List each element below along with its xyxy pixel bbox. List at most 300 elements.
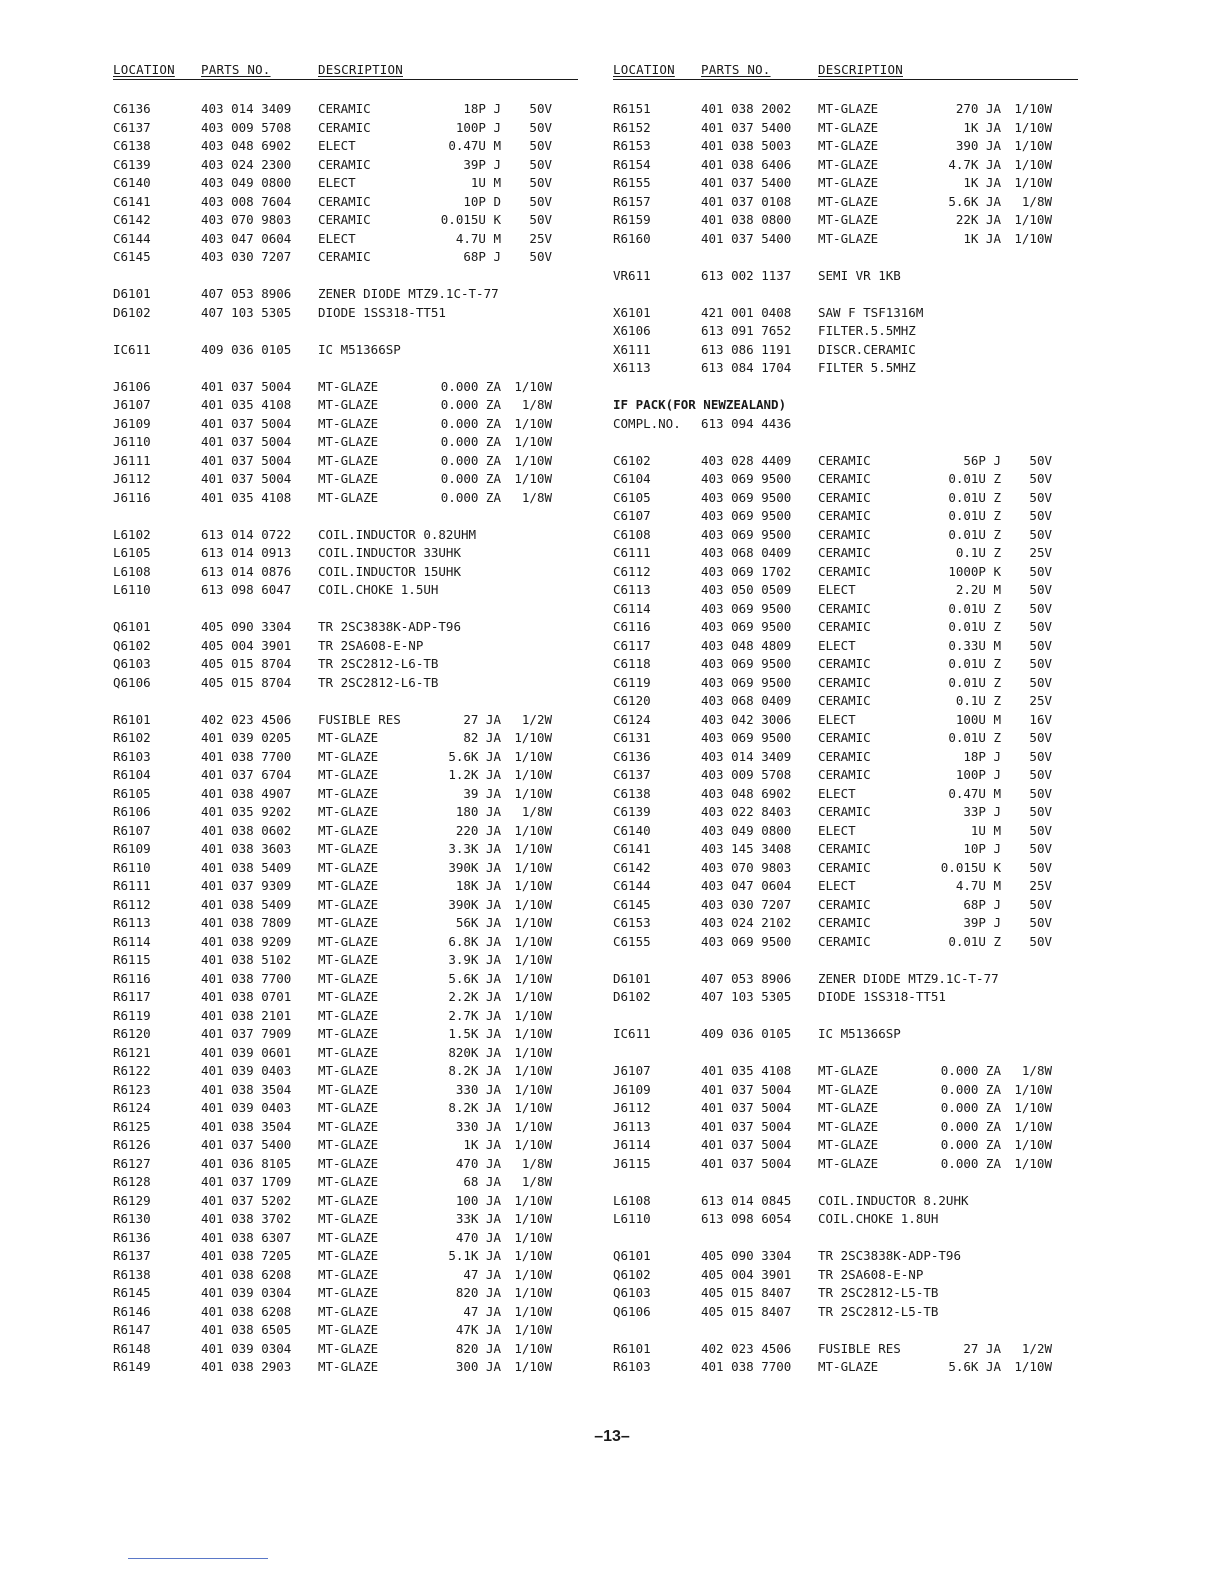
value-cell: 10P D	[463, 193, 501, 209]
description-cell: DIODE 1SS318-TT51	[318, 304, 446, 320]
description-cell: COIL.CHOKE 1.5UH	[318, 582, 439, 597]
value-cell: 1U M	[470, 175, 501, 190]
description-cell: TR 2SC2812-L6-TB	[318, 656, 439, 671]
description-cell: MT-GLAZE	[318, 970, 379, 986]
table-row	[113, 248, 583, 267]
rating-cell: 1/8W	[1021, 193, 1052, 209]
description-cell: TR 2SC2812-L5-TB	[818, 1285, 939, 1300]
value-cell: 100 JA	[455, 1192, 501, 1208]
parts-no-cell: 401 038 3603	[201, 841, 292, 856]
rating-cell: 1/10W	[514, 915, 552, 930]
description-cell: MT-GLAZE	[818, 119, 879, 135]
parts-no-cell: 401 038 7700	[201, 748, 292, 764]
description-cell: MT-GLAZE	[318, 915, 379, 930]
description-cell: CERAMIC	[818, 489, 871, 505]
parts-no-cell: 403 047 0604	[201, 230, 292, 246]
description-cell: MT-GLAZE	[318, 1285, 379, 1300]
parts-no-cell: 403 028 4409	[701, 452, 792, 468]
description-cell: MT-GLAZE	[818, 101, 879, 116]
row-spacer	[613, 378, 1083, 397]
value-cell: 1K JA	[463, 1137, 501, 1152]
parts-no-cell: 405 090 3304	[201, 619, 292, 634]
location-cell: R6121	[113, 1044, 151, 1060]
location-cell: R6159	[613, 212, 651, 227]
parts-no-cell: 401 037 5004	[701, 1081, 792, 1097]
value-cell: 470 JA	[455, 1229, 501, 1245]
table-row	[613, 877, 1083, 896]
parts-list-left-column	[113, 62, 583, 1377]
table-row	[113, 674, 583, 693]
table-row	[113, 137, 583, 156]
table-row	[613, 914, 1083, 933]
description-cell: MT-GLAZE	[318, 1229, 379, 1245]
location-cell: J6106	[113, 378, 151, 394]
description-cell: MT-GLAZE	[318, 1266, 379, 1282]
rating-cell: 1/10W	[1014, 1137, 1052, 1152]
table-row	[613, 859, 1083, 878]
description-cell: FUSIBLE RES	[818, 1340, 901, 1356]
location-cell: R6127	[113, 1155, 151, 1171]
description-cell: ZENER DIODE MTZ9.1C-T-77	[318, 286, 499, 301]
description-cell: CERAMIC	[818, 452, 871, 468]
location-cell: R6101	[613, 1340, 651, 1356]
row-spacer	[113, 267, 583, 286]
table-row	[613, 1284, 1083, 1303]
parts-no-cell: 401 038 0701	[201, 989, 292, 1004]
location-cell: L6110	[113, 582, 151, 597]
description-cell: COIL.INDUCTOR 0.82UHM	[318, 526, 477, 542]
table-row	[613, 840, 1083, 859]
parts-no-cell: 401 037 5004	[201, 415, 292, 431]
rating-cell: 50V	[1029, 674, 1052, 690]
location-cell: C6114	[613, 600, 651, 616]
value-cell: 2.7K JA	[448, 1007, 501, 1023]
location-cell: C6136	[613, 748, 651, 764]
description-cell: MT-GLAZE	[818, 175, 879, 190]
description-cell: MT-GLAZE	[318, 859, 379, 875]
table-row	[613, 267, 1083, 286]
value-cell: 3.3K JA	[448, 841, 501, 856]
location-cell: C6144	[113, 230, 151, 246]
rating-cell: 1/10W	[514, 1211, 552, 1226]
location-cell: X6113	[613, 360, 651, 375]
header-rule	[113, 79, 578, 80]
value-cell: 1K JA	[963, 230, 1001, 246]
table-row	[613, 970, 1083, 989]
rating-cell: 1/10W	[514, 1340, 552, 1356]
table-row	[113, 211, 583, 230]
parts-no-cell: 403 049 0800	[201, 175, 292, 190]
header-rule	[613, 79, 1078, 80]
parts-no-cell: 403 069 9500	[701, 619, 792, 634]
location-cell: C6140	[113, 175, 151, 190]
parts-no-cell: 403 069 9500	[701, 730, 792, 745]
location-cell: R6125	[113, 1118, 151, 1134]
table-row	[613, 470, 1083, 489]
parts-no-cell: 401 037 5004	[701, 1100, 792, 1115]
table-row	[113, 1044, 583, 1063]
rating-cell: 1/10W	[514, 1303, 552, 1319]
value-cell: 330 JA	[455, 1081, 501, 1097]
rating-cell: 1/2W	[521, 711, 552, 727]
parts-no-cell: 401 038 0800	[701, 212, 792, 227]
description-cell: MT-GLAZE	[318, 1174, 379, 1189]
parts-no-cell: 401 038 7809	[201, 915, 292, 930]
value-cell: 0.015U K	[440, 212, 501, 227]
location-cell: D6102	[113, 304, 151, 320]
table-row	[613, 655, 1083, 674]
rating-cell: 25V	[529, 230, 552, 246]
value-cell: 0.000 ZA	[440, 378, 501, 394]
parts-no-cell: 403 048 4809	[701, 637, 792, 653]
description-cell: MT-GLAZE	[318, 822, 379, 838]
rating-cell: 1/10W	[514, 970, 552, 986]
parts-no-cell: 401 038 6406	[701, 156, 792, 172]
value-cell: 5.6K JA	[448, 748, 501, 764]
rating-cell: 1/10W	[514, 952, 552, 967]
description-cell: TR 2SA608-E-NP	[818, 1266, 924, 1282]
table-row	[113, 748, 583, 767]
rating-cell: 1/10W	[514, 1026, 552, 1041]
table-row	[613, 156, 1083, 175]
rating-cell: 50V	[1029, 563, 1052, 579]
table-row	[113, 470, 583, 489]
description-cell: CERAMIC	[818, 600, 871, 616]
value-cell: 0.000 ZA	[440, 489, 501, 505]
table-row	[613, 341, 1083, 360]
parts-no-cell: 403 042 3006	[701, 711, 792, 727]
location-cell: C6105	[613, 489, 651, 505]
rating-cell: 1/10W	[514, 1007, 552, 1023]
parts-no-cell: 401 037 5004	[201, 471, 292, 486]
location-cell: C6113	[613, 582, 651, 597]
description-cell: CERAMIC	[318, 193, 371, 209]
parts-no-cell: 401 036 8105	[201, 1155, 292, 1171]
description-cell: CERAMIC	[318, 119, 371, 135]
table-row	[613, 544, 1083, 563]
rating-cell: 50V	[1029, 822, 1052, 838]
location-cell: R6122	[113, 1063, 151, 1078]
parts-no-cell: 403 008 7604	[201, 193, 292, 209]
rating-cell: 50V	[1029, 933, 1052, 949]
location-cell: R6129	[113, 1192, 151, 1208]
rating-cell: 1/10W	[514, 1063, 552, 1078]
value-cell: 820 JA	[455, 1340, 501, 1356]
parts-no-cell: 613 094 4436	[701, 415, 792, 431]
parts-no-cell: 401 037 6704	[201, 767, 292, 782]
parts-rows-left	[113, 100, 583, 1377]
parts-no-cell: 401 037 5004	[701, 1137, 792, 1152]
table-row	[113, 1303, 583, 1322]
table-row	[613, 933, 1083, 952]
rating-cell: 50V	[1029, 471, 1052, 486]
description-cell: MT-GLAZE	[318, 1026, 379, 1041]
location-cell: R6151	[613, 101, 651, 116]
rating-cell: 50V	[1029, 896, 1052, 912]
table-row	[613, 785, 1083, 804]
parts-no-cell: 613 084 1704	[701, 360, 792, 375]
description-cell: CERAMIC	[818, 933, 871, 949]
value-cell: 1K JA	[963, 175, 1001, 190]
table-row	[613, 174, 1083, 193]
table-row	[613, 896, 1083, 915]
parts-no-cell: 613 014 0722	[201, 526, 292, 542]
table-row	[613, 230, 1083, 249]
description-cell: MT-GLAZE	[318, 1192, 379, 1208]
value-cell: 5.1K JA	[448, 1248, 501, 1263]
description-cell: FILTER 5.5MHZ	[818, 360, 916, 375]
parts-no-cell: 405 015 8704	[201, 674, 292, 690]
row-spacer	[613, 1229, 1083, 1248]
rating-cell: 1/10W	[1014, 119, 1052, 135]
location-cell: J6107	[613, 1063, 651, 1078]
description-cell: MT-GLAZE	[318, 434, 379, 449]
description-cell: MT-GLAZE	[318, 878, 379, 893]
table-row	[113, 415, 583, 434]
description-cell: MT-GLAZE	[318, 1359, 379, 1374]
table-row	[113, 581, 583, 600]
table-row	[613, 637, 1083, 656]
rating-cell: 50V	[1029, 582, 1052, 597]
parts-no-cell: 401 037 5004	[701, 1118, 792, 1134]
parts-no-cell: 401 038 0602	[201, 822, 292, 838]
location-cell: C6119	[613, 674, 651, 690]
parts-no-cell: 401 035 4108	[201, 397, 292, 412]
parts-no-cell: 409 036 0105	[701, 1026, 792, 1041]
value-cell: 390 JA	[955, 138, 1001, 153]
location-cell: C6141	[113, 193, 151, 209]
table-row	[613, 692, 1083, 711]
parts-no-cell: 402 023 4506	[701, 1340, 792, 1356]
parts-no-cell: 403 048 6902	[701, 785, 792, 801]
description-cell: ELECT	[818, 637, 856, 653]
value-cell: 0.000 ZA	[940, 1118, 1001, 1134]
value-cell: 0.01U Z	[948, 730, 1001, 745]
location-cell: C6138	[113, 138, 151, 153]
table-row	[613, 803, 1083, 822]
location-cell: R6103	[113, 748, 151, 764]
table-row	[613, 766, 1083, 785]
header-location: LOCATION	[613, 62, 675, 77]
table-row	[113, 933, 583, 952]
description-cell: MT-GLAZE	[818, 230, 879, 246]
row-spacer	[613, 433, 1083, 452]
column-header	[113, 62, 583, 80]
description-cell: CERAMIC	[818, 545, 871, 560]
description-cell: MT-GLAZE	[318, 896, 379, 912]
description-cell: ELECT	[318, 138, 356, 153]
rating-cell: 50V	[1029, 915, 1052, 930]
parts-no-cell: 403 024 2300	[201, 156, 292, 172]
parts-no-cell: 403 068 0409	[701, 693, 792, 708]
description-cell: CERAMIC	[318, 212, 371, 227]
table-row	[113, 304, 583, 323]
parts-no-cell: 403 009 5708	[201, 119, 292, 135]
location-cell: R6123	[113, 1081, 151, 1097]
location-cell: J6109	[613, 1081, 651, 1097]
parts-no-cell: 403 047 0604	[701, 878, 792, 893]
parts-no-cell: 401 038 3702	[201, 1211, 292, 1226]
location-cell: L6105	[113, 545, 151, 560]
location-cell: C6139	[113, 156, 151, 172]
rating-cell: 1/10W	[514, 1359, 552, 1374]
value-cell: 0.01U Z	[948, 600, 1001, 616]
location-cell: Q6106	[613, 1303, 651, 1319]
location-cell: C6144	[613, 878, 651, 893]
parts-no-cell: 613 091 7652	[701, 323, 792, 338]
value-cell: 47 JA	[463, 1303, 501, 1319]
table-row	[113, 951, 583, 970]
table-row	[613, 1266, 1083, 1285]
table-row	[113, 914, 583, 933]
parts-no-cell: 401 037 5004	[201, 452, 292, 468]
parts-no-cell: 401 038 7700	[201, 970, 292, 986]
parts-no-cell: 401 037 5400	[701, 119, 792, 135]
parts-no-cell: 401 039 0403	[201, 1100, 292, 1115]
description-cell: MT-GLAZE	[818, 1155, 879, 1171]
location-cell: R6119	[113, 1007, 151, 1023]
description-cell: MT-GLAZE	[818, 1100, 879, 1115]
parts-no-cell: 405 015 8407	[701, 1303, 792, 1319]
location-cell: C6118	[613, 656, 651, 671]
value-cell: 0.000 ZA	[940, 1081, 1001, 1097]
table-row	[113, 285, 583, 304]
description-cell: CERAMIC	[818, 526, 871, 542]
rating-cell: 50V	[1029, 748, 1052, 764]
rating-cell: 25V	[1029, 693, 1052, 708]
value-cell: 390K JA	[448, 859, 501, 875]
parts-no-cell: 401 037 0108	[701, 193, 792, 209]
parts-no-cell: 405 015 8407	[701, 1285, 792, 1300]
description-cell: CERAMIC	[818, 471, 871, 486]
rating-cell: 50V	[1029, 452, 1052, 468]
table-row	[113, 1136, 583, 1155]
parts-no-cell: 401 038 7700	[701, 1359, 792, 1374]
location-cell: D6102	[613, 989, 651, 1004]
value-cell: 0.000 ZA	[940, 1155, 1001, 1171]
location-cell: C6116	[613, 619, 651, 634]
rating-cell: 1/10W	[1014, 175, 1052, 190]
description-cell: FUSIBLE RES	[318, 711, 401, 727]
location-cell: R6126	[113, 1137, 151, 1152]
parts-no-cell: 409 036 0105	[201, 341, 292, 357]
table-row	[613, 748, 1083, 767]
header-location: LOCATION	[113, 62, 175, 77]
value-cell: 56P J	[963, 452, 1001, 468]
parts-no-cell: 403 030 7207	[201, 249, 292, 264]
value-cell: 100U M	[955, 711, 1001, 727]
value-cell: 18K JA	[455, 878, 501, 893]
parts-no-cell: 613 098 6054	[701, 1211, 792, 1226]
table-row	[613, 359, 1083, 378]
location-cell: R6106	[113, 804, 151, 819]
description-cell: TR 2SC3838K-ADP-T96	[318, 619, 461, 634]
location-cell: C6108	[613, 526, 651, 542]
description-cell: MT-GLAZE	[318, 1155, 379, 1171]
header-parts-no: PARTS NO.	[701, 62, 771, 77]
location-cell: J6116	[113, 489, 151, 505]
parts-no-cell: 401 037 5400	[701, 230, 792, 246]
value-cell: 0.01U Z	[948, 674, 1001, 690]
parts-no-cell: 401 039 0601	[201, 1044, 292, 1060]
parts-no-cell: 401 037 5004	[201, 378, 292, 394]
rating-cell: 50V	[529, 193, 552, 209]
parts-no-cell: 421 001 0408	[701, 304, 792, 320]
description-cell: DISCR.CERAMIC	[818, 341, 916, 357]
rating-cell: 1/10W	[514, 859, 552, 875]
section-title-text: IF PACK(FOR NEWZEALAND)	[613, 397, 787, 412]
description-cell: MT-GLAZE	[318, 1340, 379, 1356]
description-cell: CERAMIC	[818, 656, 871, 671]
parts-no-cell: 401 039 0304	[201, 1340, 292, 1356]
description-cell: CERAMIC	[318, 101, 371, 116]
table-row	[613, 304, 1083, 323]
table-row	[613, 526, 1083, 545]
location-cell: C6138	[613, 785, 651, 801]
parts-no-cell: 403 009 5708	[701, 767, 792, 782]
value-cell: 180 JA	[455, 804, 501, 819]
table-row	[113, 230, 583, 249]
rating-cell: 1/10W	[1014, 212, 1052, 227]
parts-no-cell: 403 069 9500	[701, 600, 792, 616]
table-row	[113, 711, 583, 730]
parts-no-cell: 401 037 5004	[201, 434, 292, 449]
description-cell: CERAMIC	[818, 896, 871, 912]
location-cell: C6140	[613, 822, 651, 838]
parts-no-cell: 403 024 2102	[701, 915, 792, 930]
rating-cell: 50V	[1029, 841, 1052, 856]
row-spacer	[613, 951, 1083, 970]
column-header	[613, 62, 1083, 80]
value-cell: 0.01U Z	[948, 526, 1001, 542]
location-cell: R6154	[613, 156, 651, 172]
rating-cell: 1/8W	[521, 397, 552, 412]
table-row	[113, 1266, 583, 1285]
value-cell: 0.01U Z	[948, 471, 1001, 486]
parts-no-cell: 401 039 0304	[201, 1285, 292, 1300]
description-cell: MT-GLAZE	[818, 138, 879, 153]
parts-no-cell: 403 069 9500	[701, 508, 792, 523]
location-cell: R6104	[113, 767, 151, 782]
table-row	[113, 822, 583, 841]
scan-artifact-line	[128, 1558, 268, 1559]
table-row	[613, 137, 1083, 156]
table-row	[113, 655, 583, 674]
location-cell: COMPL.NO.	[613, 415, 681, 431]
table-row	[613, 1192, 1083, 1211]
table-row	[613, 729, 1083, 748]
table-row	[113, 489, 583, 508]
location-cell: D6101	[613, 970, 651, 986]
location-cell: R6102	[113, 730, 151, 745]
header-description: DESCRIPTION	[318, 62, 403, 77]
header-description: DESCRIPTION	[818, 62, 903, 77]
description-cell: ZENER DIODE MTZ9.1C-T-77	[818, 970, 999, 986]
description-cell: MT-GLAZE	[318, 471, 379, 486]
rating-cell: 1/10W	[514, 1266, 552, 1282]
parts-no-cell: 401 038 5003	[701, 138, 792, 153]
location-cell: C6124	[613, 711, 651, 727]
value-cell: 0.000 ZA	[440, 452, 501, 468]
table-row	[613, 193, 1083, 212]
description-cell: MT-GLAZE	[318, 1007, 379, 1023]
parts-no-cell: 405 004 3901	[701, 1266, 792, 1282]
location-cell: R6155	[613, 175, 651, 190]
location-cell: R6130	[113, 1211, 151, 1226]
rating-cell: 1/10W	[1014, 156, 1052, 172]
parts-no-cell: 405 090 3304	[701, 1248, 792, 1263]
rating-cell: 16V	[1029, 711, 1052, 727]
